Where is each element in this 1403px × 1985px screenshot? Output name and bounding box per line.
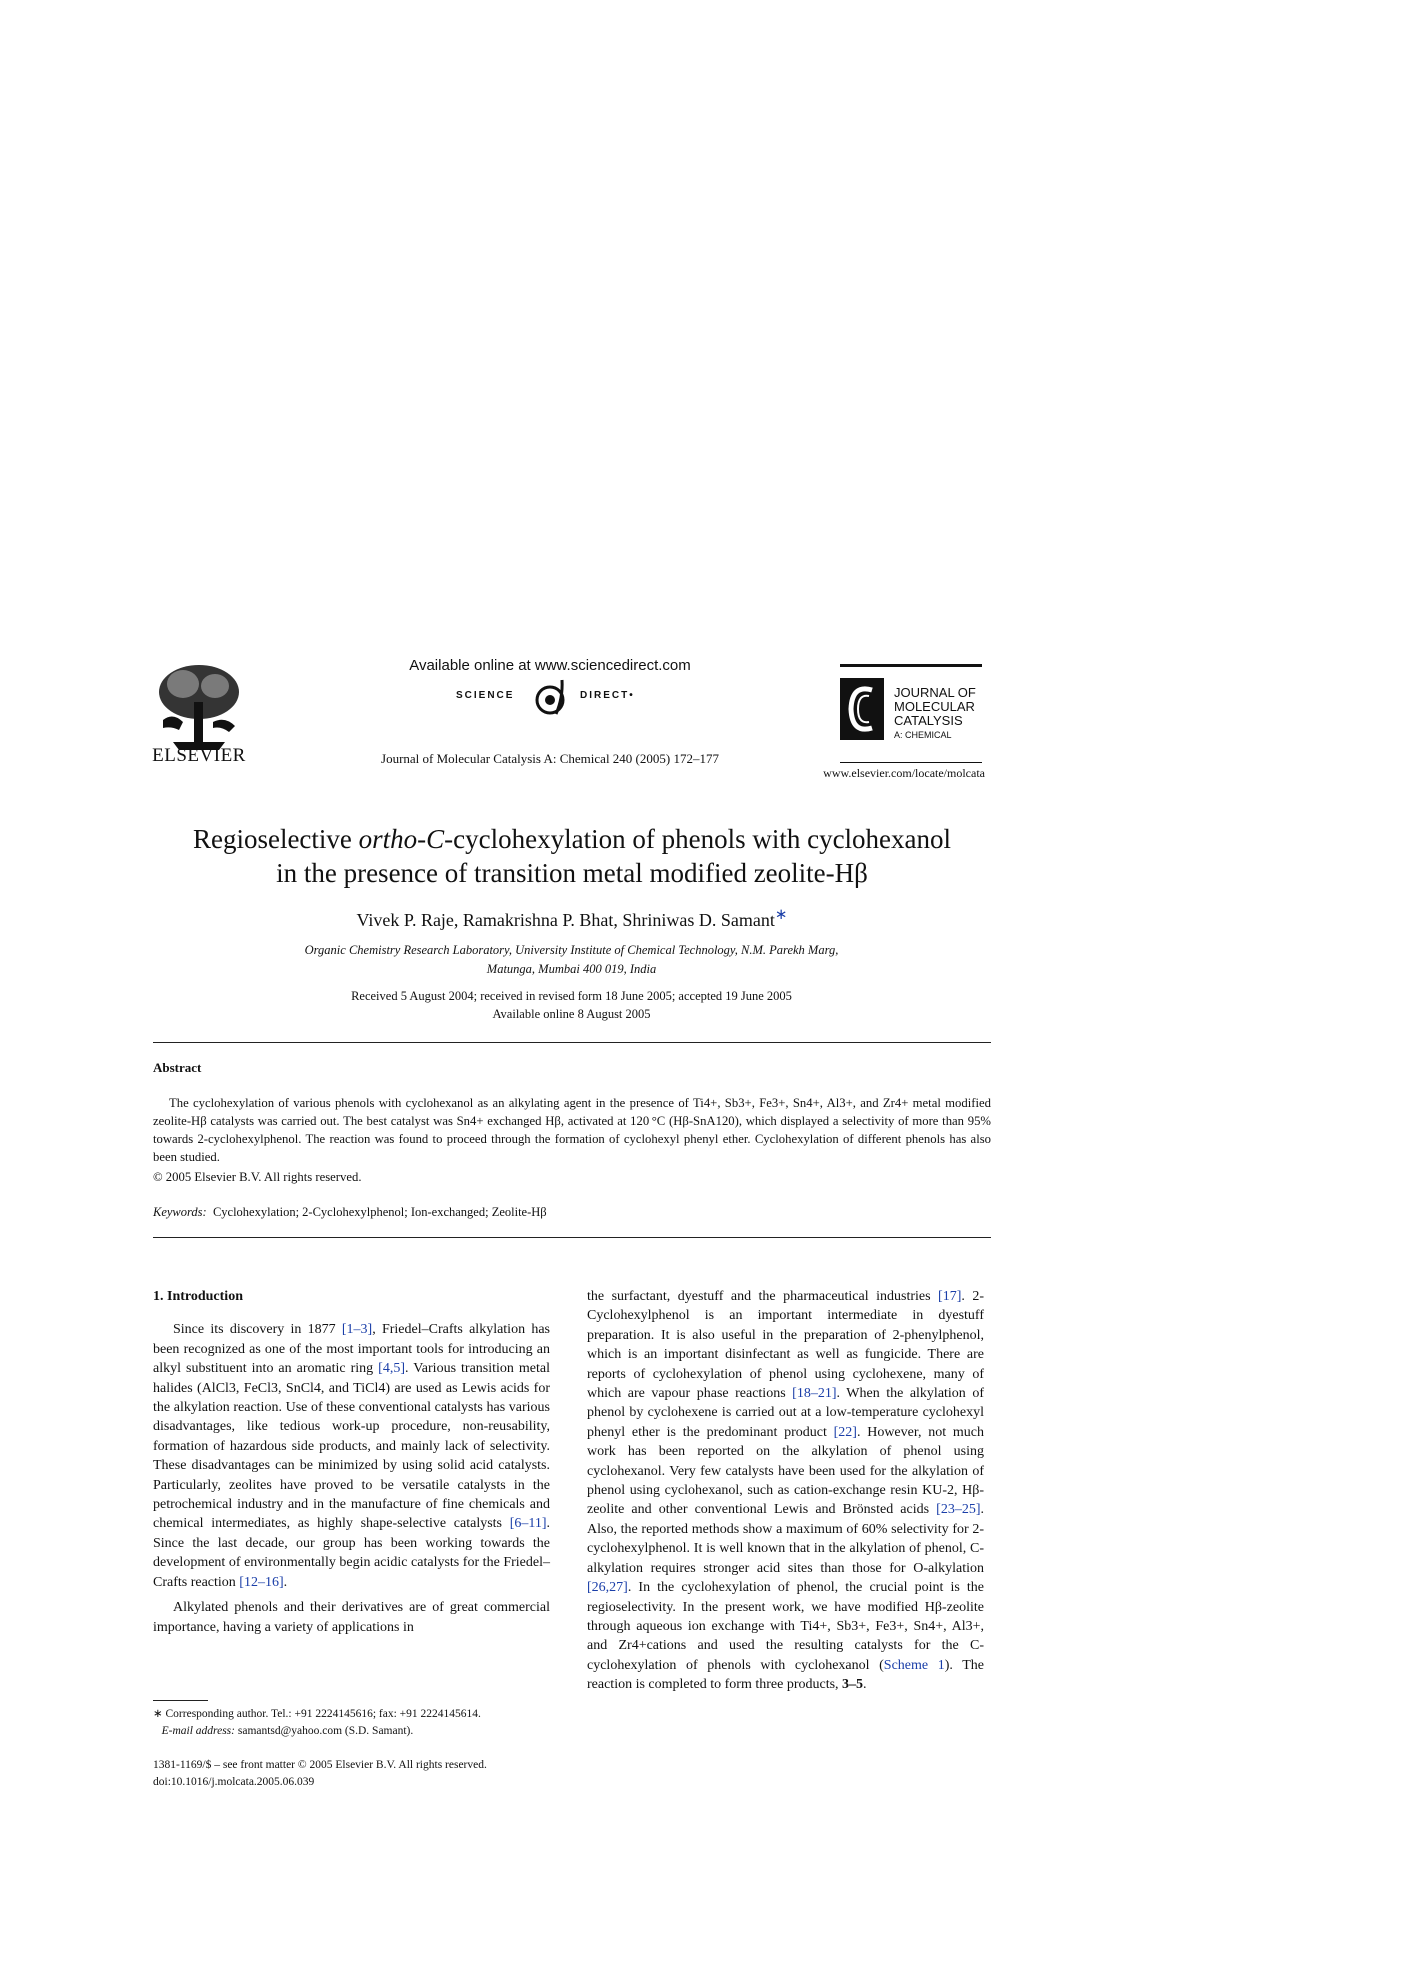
text: the surfactant, dyestuff and the pharmaceutical industries: [587, 1289, 939, 1304]
journal-logo-line: MOLECULAR: [894, 699, 975, 714]
title-text: Regioselective: [192, 824, 359, 854]
text: Since its discovery in 1877: [173, 1322, 342, 1338]
sciencedirect-direct-label: DIRECT•: [580, 690, 635, 701]
keywords: [153, 1205, 547, 1220]
journal-logo-top-rule: [840, 664, 982, 667]
citation-link[interactable]: [26,27]: [587, 1580, 628, 1596]
footnote-rule: [153, 1700, 208, 1701]
issn-block: [153, 1757, 573, 1791]
issn-line: 1381-1169/$ – see front matter © 2005 Elsevier B.V. All rights reserved.: [153, 1759, 487, 1771]
affiliation-line: Matunga, Mumbai 400 019, India: [486, 962, 657, 976]
affiliation-line: Organic Chemistry Research Laboratory, University Institute of Chemical Technology, N.M. Parekh Marg,: [304, 943, 839, 957]
citation-link[interactable]: [12–16]: [239, 1574, 284, 1590]
abstract-heading: Abstract: [153, 1060, 202, 1075]
text: . 2-Cyclohexylphenol is an important intermediate in dyestuff preparation. It is also useful in the preparation of 2-phenylphenol, which is an important disinfectant as well as fungicide. There are reports of cyclohexylation of phenol using cyclohexene, many of which are vapour phase reactions: [587, 1289, 984, 1402]
citation-link[interactable]: [6–11]: [509, 1516, 547, 1532]
text: . Also, the reported methods show a maximum of 60% selectivity for 2-cyclohexylphenol. It is well known that in the alkylation of phenol, C-alkylation requires stronger acid sites than those for O-alkylation: [587, 1502, 984, 1576]
text: ). The reaction is completed to form three products,: [587, 1657, 984, 1693]
email-label: E-mail address:: [161, 1725, 235, 1737]
section-heading: 1. Introduction: [153, 1289, 243, 1304]
journal-c-icon: [840, 678, 884, 740]
article-title: [153, 822, 991, 890]
email-address[interactable]: samantsd@yahoo.com (S.D. Samant).: [234, 1725, 414, 1737]
citation-link[interactable]: [22]: [833, 1424, 857, 1440]
journal-url[interactable]: www.elsevier.com/locate/molcata: [823, 766, 985, 780]
article-dates: [200, 987, 943, 1023]
citation-link[interactable]: [23–25]: [936, 1502, 981, 1518]
citation-link[interactable]: [18–21]: [792, 1386, 837, 1402]
online-date: Available online 8 August 2005: [492, 1007, 651, 1021]
doi-line[interactable]: doi:10.1016/j.molcata.2005.06.039: [153, 1776, 315, 1788]
footnote: [153, 1706, 553, 1740]
text: , Friedel–Crafts alkylation has been recognized as one of the most important tools for introducing an alkyl substituent into an aromatic ring: [153, 1322, 550, 1377]
journal-logo-bottom-rule: [840, 762, 982, 763]
title-line-1: [153, 822, 991, 856]
left-column: [153, 1287, 550, 1637]
corresponding-author-note: ∗ Corresponding author. Tel.: +91 2224145616; fax: +91 2224145614.: [153, 1708, 481, 1720]
divider: [153, 1042, 991, 1043]
citation-link[interactable]: [4,5]: [378, 1361, 405, 1377]
journal-logo: [840, 678, 982, 748]
text: . When the alkylation of phenol by cyclohexene is carried out at a low-temperature cyclohexyl phenyl ether is the predominant product: [587, 1386, 984, 1440]
divider: [153, 1237, 991, 1238]
affiliation: [200, 941, 943, 979]
title-italic-text: ortho-C: [358, 824, 445, 854]
paragraph: [587, 1287, 984, 1695]
text: . Various transition metal halides (AlCl3, FeCl3, SnCl4, and TiCl4) are used as Lewis acids for the alkylation reaction. Use of these conventional catalysts has various disadvantages, like tedious work-up procedure, non-reusability, formation of hazardous side products, and mainly lack of selectivity. These disadvantages can be minimized by using solid acid catalysts. Particularly, zeolites have proved to be versatile catalysts in the petrochemical industry and in the manufacture of fine chemicals and chemical intermediates, as highly shape-selective catalysts: [153, 1361, 550, 1532]
text: .: [283, 1574, 288, 1590]
authors-text: Vivek P. Raje, Ramakrishna P. Bhat, Shriniwas D. Samant: [356, 910, 775, 930]
sciencedirect-d-icon: [532, 678, 572, 718]
publisher-name: ELSEVIER: [152, 745, 246, 766]
text: . Since the last decade, our group has been working towards the development of environmentally begin acidic catalysts for the Friedel–Crafts reaction: [153, 1516, 550, 1590]
scheme-link[interactable]: Scheme 1: [883, 1657, 945, 1673]
available-online-text: Available online at www.sciencedirect.com: [409, 657, 691, 674]
compound-numbers: 3–5: [842, 1677, 864, 1693]
paragraph: Alkylated phenols and their derivatives are of great commercial importance, having a variety of applications in: [153, 1600, 550, 1635]
keywords-label: Keywords:: [153, 1205, 207, 1219]
author-list: [153, 905, 991, 931]
sciencedirect-science-label: SCIENCE: [456, 690, 515, 701]
journal-logo-line: CATALYSIS: [894, 713, 963, 728]
right-column: [587, 1287, 984, 1695]
journal-logo-title: [894, 686, 984, 728]
email-line: [153, 1723, 553, 1740]
abstract-text: The cyclohexylation of various phenols with cyclohexanol as an alkylating agent in the presence of Ti4+, Sb3+, Fe3+, Sn4+, Al3+, and Zr4+ metal modified zeolite-Hβ catalysts was carried out. The best catalyst was Sn4+ exchanged Hβ, activated at 120 °C (Hβ-SnA120), which displayed a selectivity of more than 95% towards 2-cyclohexylphenol. The reaction was found to proceed through the formation of cyclohexyl phenyl ether. Cyclohexylation of different phenols has also been studied.: [153, 1096, 991, 1164]
text: . In the cyclohexylation of phenol, the crucial point is the regioselectivity. In the present work, we have modified Hβ-zeolite through aqueous ion exchange with Ti4+, Sb3+, Fe3+, Sn4+, Al3+, and Zr4+cations and used the resulting catalysts for the C-cyclohexylation of phenols with cyclohexanol (: [587, 1580, 984, 1673]
title-text: -cyclohexylation of phenols with cyclohexanol: [444, 824, 952, 854]
sciencedirect-logo: [430, 678, 670, 718]
text: . However, not much work has been reported on the alkylation of phenol using cyclohexanol. Very few catalysts have been used for the alkylation of phenol using cyclohexanol, such as cation-exchange resin KU-2, Hβ-zeolite and other conventional Lewis and Brönsted acids: [587, 1424, 984, 1518]
corresponding-author-mark[interactable]: ∗: [774, 907, 788, 923]
journal-logo-subtitle: A: CHEMICAL: [894, 730, 952, 740]
paragraph: [153, 1320, 550, 1592]
received-dates: Received 5 August 2004; received in revised form 18 June 2005; accepted 19 June 2005: [351, 989, 792, 1003]
abstract-copyright: © 2005 Elsevier B.V. All rights reserved.: [153, 1170, 362, 1184]
keywords-text: Cyclohexylation; 2-Cyclohexylphenol; Ion-exchanged; Zeolite-Hβ: [212, 1205, 547, 1219]
journal-logo-line: JOURNAL OF: [894, 685, 976, 700]
citation-link[interactable]: [17]: [938, 1289, 962, 1304]
journal-citation: Journal of Molecular Catalysis A: Chemical 240 (2005) 172–177: [381, 751, 719, 766]
title-line-2: in the presence of transition metal modified zeolite-Hβ: [276, 858, 868, 888]
citation-link[interactable]: [1–3]: [341, 1322, 373, 1338]
text: .: [863, 1677, 867, 1693]
